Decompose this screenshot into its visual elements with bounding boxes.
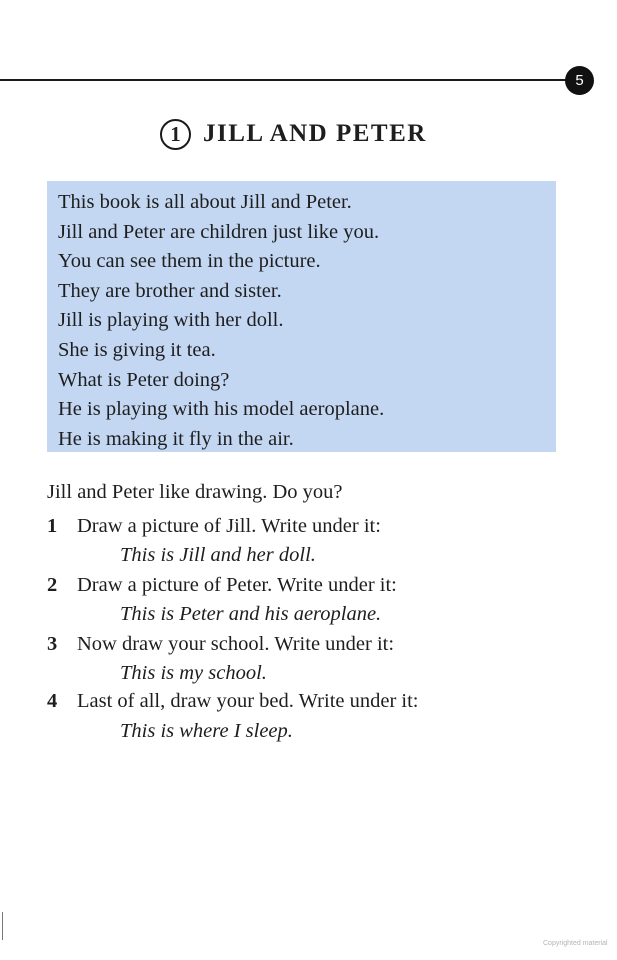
task-number: 1 [47, 515, 58, 537]
task-number: 4 [47, 690, 58, 712]
task-instruction: Now draw your school. Write under it: [77, 633, 395, 655]
story-line: Jill is playing with her doll. [58, 309, 284, 332]
story-line: He is playing with his model aeroplane. [58, 398, 385, 421]
task-caption: This is my school. [120, 662, 267, 684]
task-item [47, 515, 381, 538]
page-number-badge: 5 [565, 66, 594, 95]
story-line: This book is all about Jill and Peter. [58, 191, 352, 213]
story-line: You can see them in the picture. [58, 250, 321, 273]
task-number: 2 [47, 574, 58, 596]
story-line: She is giving it tea. [58, 338, 216, 361]
task-item [47, 633, 394, 656]
task-caption: This is Jill and her doll. [120, 544, 316, 566]
chapter-number: 1 [160, 119, 191, 150]
chapter-heading [160, 115, 427, 153]
copyright-notice: Copyrighted material [543, 940, 608, 947]
task-caption: This is Peter and his aeroplane. [120, 603, 382, 625]
task-item [47, 690, 419, 713]
task-instruction: Draw a picture of Peter. Write under it: [77, 574, 397, 596]
task-number: 3 [47, 633, 58, 655]
margin-mark [2, 912, 3, 940]
activity-intro: Jill and Peter like drawing. Do you? [47, 481, 343, 503]
story-box [47, 181, 556, 452]
story-line: He is making it fly in the air. [58, 427, 294, 450]
story-line: They are brother and sister. [58, 279, 282, 302]
header-rule [0, 79, 572, 81]
task-item [47, 574, 397, 597]
story-line: Jill and Peter are children just like you. [58, 220, 380, 243]
task-instruction: Draw a picture of Jill. Write under it: [77, 515, 381, 537]
task-caption: This is where I sleep. [120, 720, 293, 742]
task-instruction: Last of all, draw your bed. Write under it: [77, 690, 419, 712]
chapter-title: JILL AND PETER [203, 120, 427, 147]
story-line: What is Peter doing? [58, 368, 230, 391]
